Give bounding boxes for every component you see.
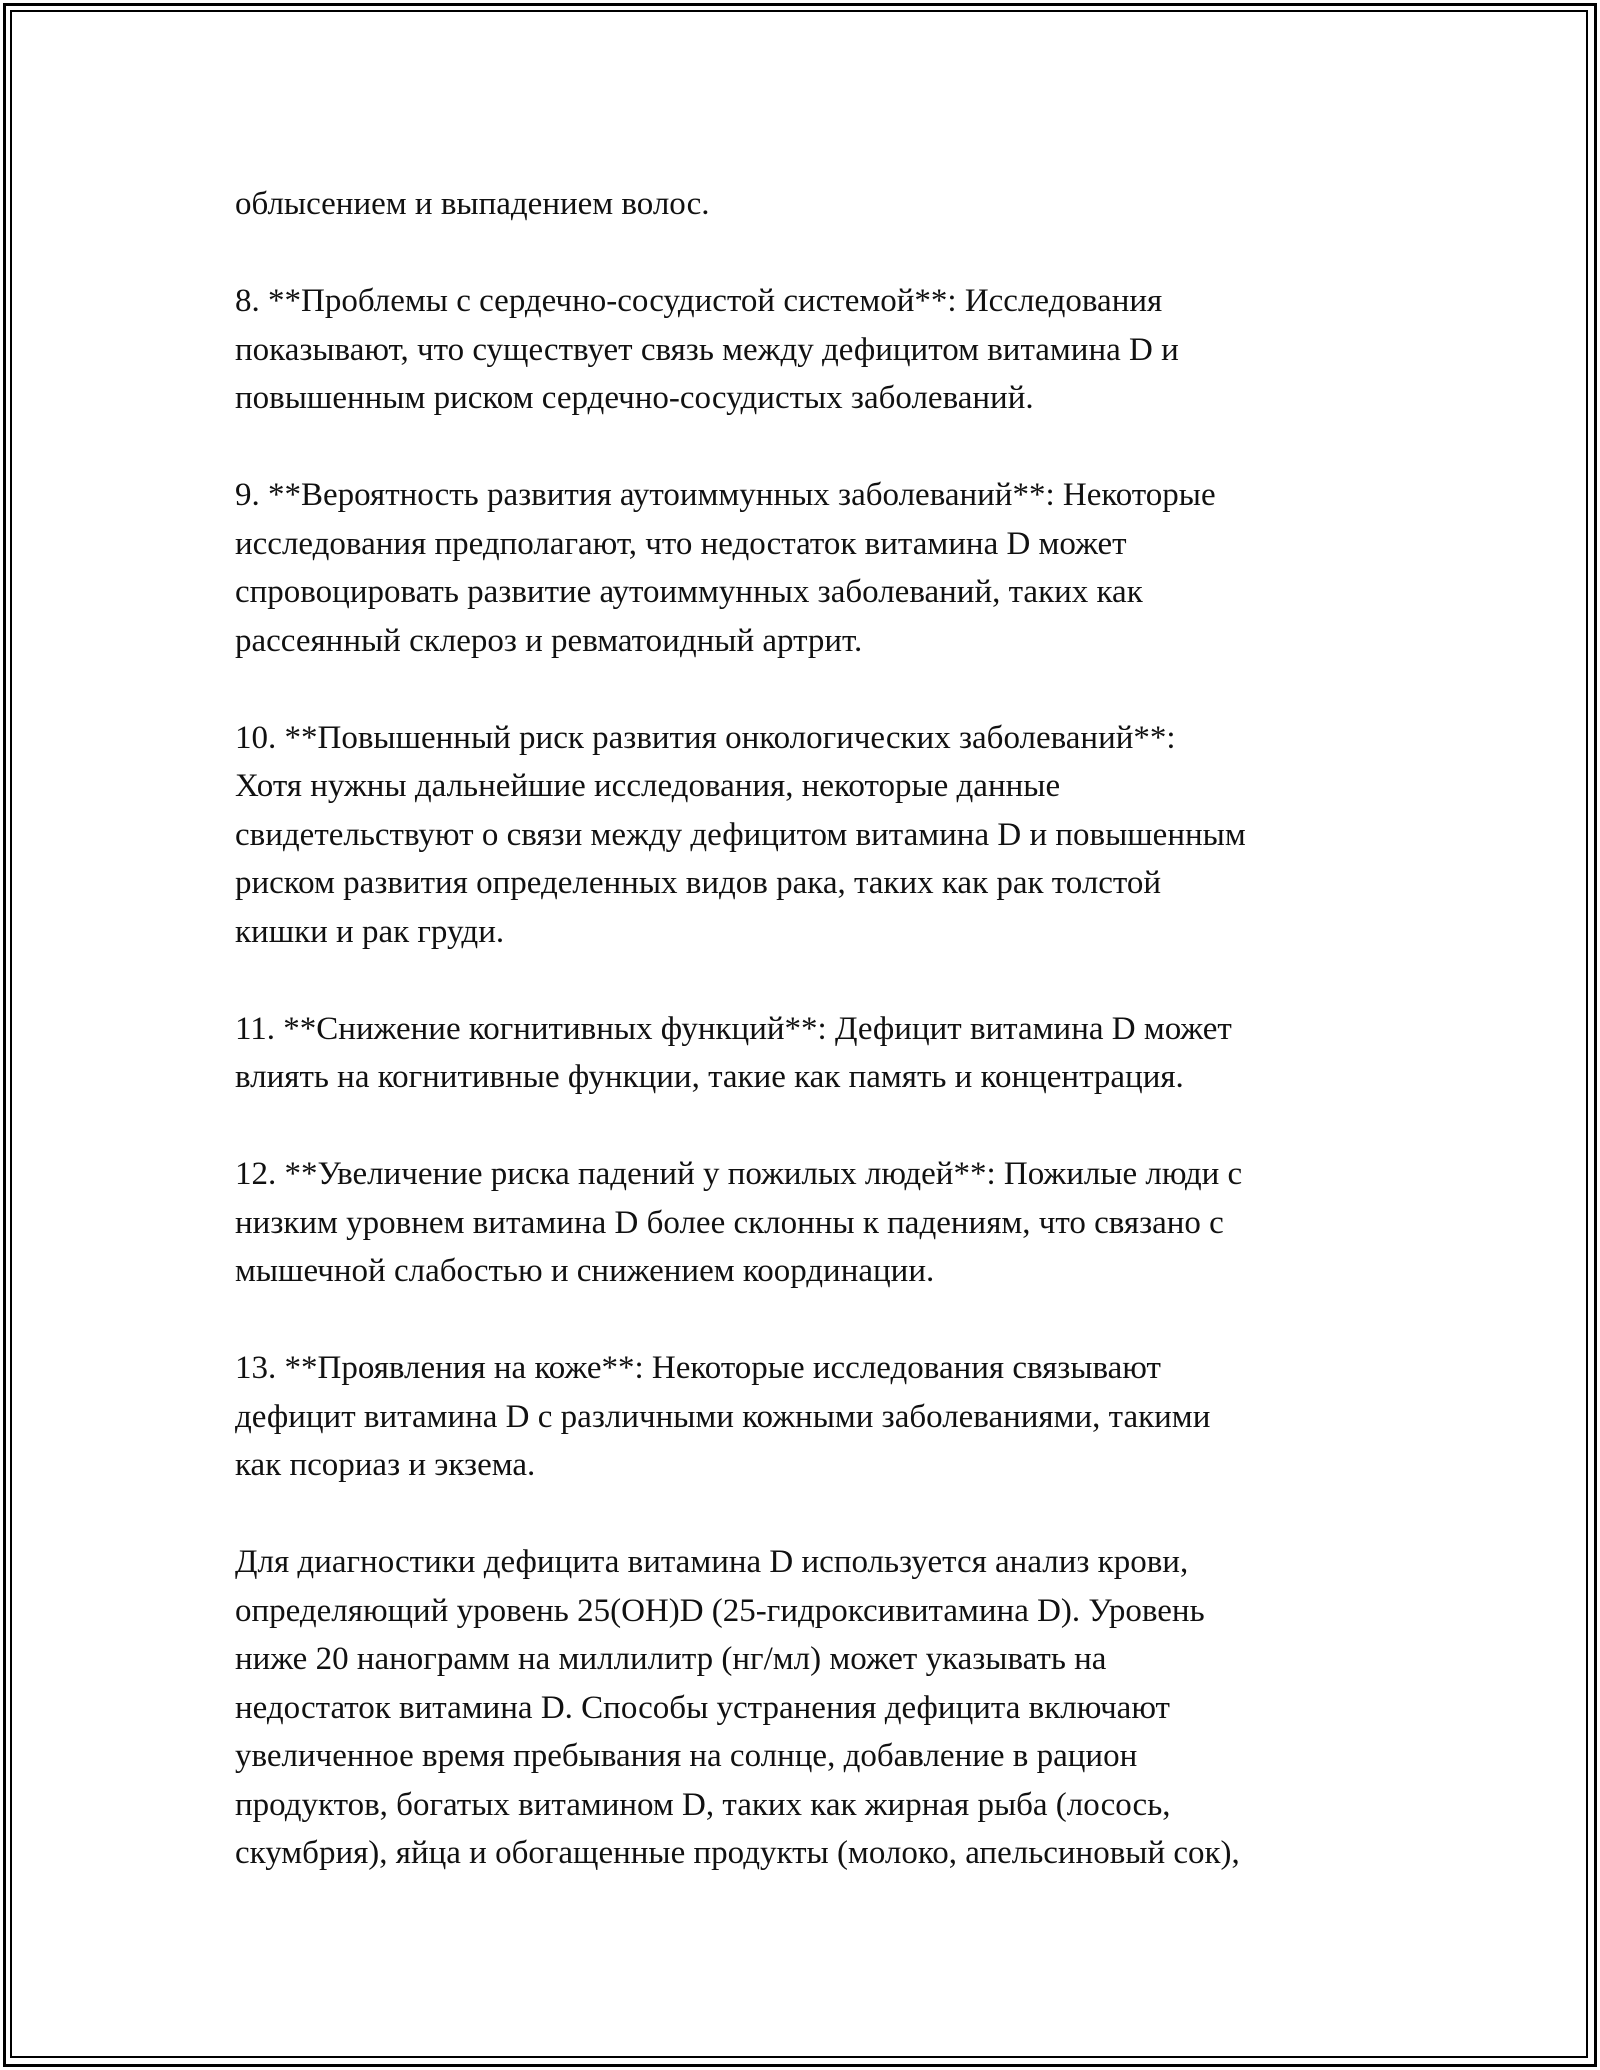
paragraph-item-13-skin: 13. **Проявления на коже**: Некоторые исследования связывают дефицит витамина D с различными кожными заболеваниями, такими как псориаз и экзема. — [235, 1350, 1211, 1483]
paragraph-diagnostics: Для диагностики дефицита витамина D используется анализ крови, определяющий уровень 25(OH)D (25-гидроксивитамина D). Уровень ниже 20 нанограмм на миллилитр (нг/мл) может указывать на недостаток витамина D. Способы устранения дефицита включают увеличенное время пребывания на солнце, добавление в рацион продуктов, богатых витамином D, таких как жирная рыба (лосось, скумбрия), яйца и обогащенные продукты (молоко, апельсиновый сок), — [235, 1544, 1240, 1871]
document-body — [235, 180, 1385, 1878]
paragraph-item-9-autoimmune: 9. **Вероятность развития аутоиммунных заболеваний**: Некоторые исследования предполагают, что недостаток витамина D может спровоцировать развитие аутоиммунных заболеваний, таких как рассеянный склероз и ревматоидный артрит. — [235, 477, 1216, 659]
paragraph-item-11-cognitive: 11. **Снижение когнитивных функций**: Дефицит витамина D может влиять на когнитивные функции, такие как память и концентрация. — [235, 1010, 1232, 1095]
paragraph-item-12-falls: 12. **Увеличение риска падений у пожилых людей**: Пожилые люди с низким уровнем витамина D более склонны к падениям, что связано с мышечной слабостью и снижением координации. — [235, 1156, 1243, 1289]
paragraph-hair-loss-continuation: облысением и выпадением волос. — [235, 186, 710, 222]
paragraph-item-10-oncology: 10. **Повышенный риск развития онкологических заболеваний**: Хотя нужны дальнейшие исследования, некоторые данные свидетельствуют о связи между дефицитом витамина D и повышенным риском развития определенных видов рака, таких как рак толстой кишки и рак груди. — [235, 719, 1246, 950]
paragraph-item-8-cardiovascular: 8. **Проблемы с сердечно-сосудистой системой**: Исследования показывают, что существует связь между дефицитом витамина D и повышенным риском сердечно-сосудистых заболеваний. — [235, 283, 1179, 416]
